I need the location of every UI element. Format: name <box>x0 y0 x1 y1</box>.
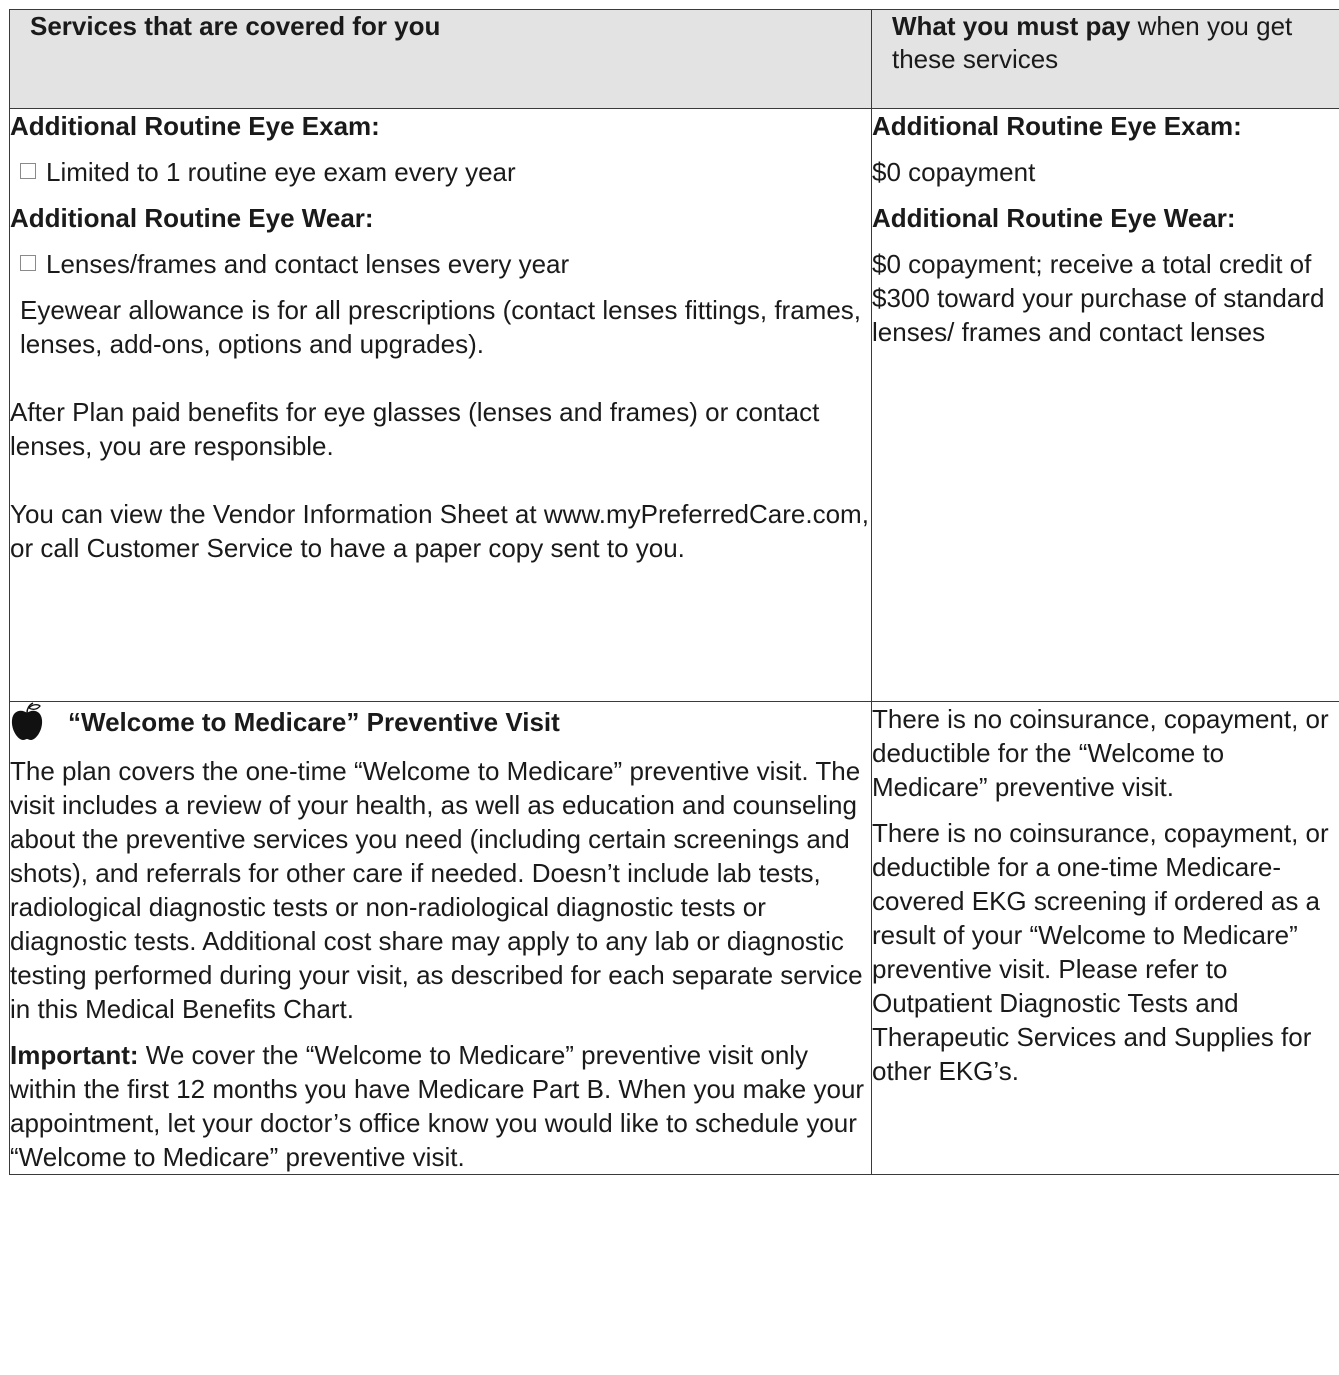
after-plan-text: After Plan paid benefits for eye glasses (lenses and frames) or contact lenses, you are responsible. <box>10 397 820 461</box>
header-pay-bold: What you must pay <box>892 11 1131 41</box>
header-services-covered <box>10 10 872 109</box>
checkbox-bullet-icon <box>20 163 36 179</box>
eye-services-cell <box>10 109 872 702</box>
welcome-title: “Welcome to Medicare” Preventive Visit <box>68 707 560 737</box>
table-header-row <box>10 10 1339 109</box>
eye-wear-item-text: Lenses/frames and contact lenses every year <box>46 249 570 279</box>
eye-exam-cost-heading: Additional Routine Eye Exam: <box>872 111 1242 141</box>
header-what-you-pay <box>872 10 1339 109</box>
apple-icon <box>10 702 44 742</box>
welcome-cost-cell <box>872 702 1339 1175</box>
important-label: Important: <box>10 1040 139 1070</box>
table-row-eye <box>10 109 1339 702</box>
header-pay-rest: when you get these services <box>892 11 1293 74</box>
welcome-services-cell <box>10 702 872 1175</box>
eye-wear-heading: Additional Routine Eye Wear: <box>10 203 374 233</box>
eye-wear-item <box>10 247 871 281</box>
eye-exam-item-text: Limited to 1 routine eye exam every year <box>46 157 516 187</box>
important-note <box>10 1038 871 1174</box>
welcome-cost-p2: There is no coinsurance, copayment, or deductible for a one-time Medicare-covered EKG screening if ordered as a result of your “Welcome to Medicare” preventive visit. Please refer to Outpatient Diagnostic Tests and Therapeutic Services and Supplies for other EKG’s. <box>872 818 1329 1086</box>
eye-cost-cell <box>872 109 1339 702</box>
table-row-welcome-medicare <box>10 702 1339 1175</box>
eye-wear-cost-heading: Additional Routine Eye Wear: <box>872 203 1236 233</box>
eye-wear-cost: $0 copayment; receive a total credit of $300 toward your purchase of standard lenses/ frames and contact lenses <box>872 249 1325 347</box>
important-text: We cover the “Welcome to Medicare” preventive visit only within the first 12 months you have Medicare Part B. When you make your appointment, let your doctor’s office know you would like to schedule your “Welcome to Medicare” preventive visit. <box>10 1040 865 1172</box>
eye-exam-item <box>10 155 871 189</box>
eyewear-allowance-text: Eyewear allowance is for all prescriptions (contact lenses fittings, frames, lenses, add-ons, options and upgrades). <box>20 295 862 359</box>
welcome-body: The plan covers the one-time “Welcome to Medicare” preventive visit. The visit includes a review of your health, as well as education and counseling about the preventive services you need (including certain screenings and shots), and referrals for other care if needed. Doesn’t include lab tests, radiological diagnostic tests or non-radiological diagnostic tests or diagnostic tests. Additional cost share may apply to any lab or diagnostic testing performed during your visit, as described for each separate service in this Medical Benefits Chart. <box>10 756 863 1024</box>
eye-exam-cost: $0 copayment <box>872 157 1036 187</box>
eye-exam-heading: Additional Routine Eye Exam: <box>10 111 380 141</box>
welcome-title-row <box>10 702 871 742</box>
benefits-table <box>9 9 1339 1175</box>
header-services-label: Services that are covered for you <box>30 11 441 41</box>
checkbox-bullet-icon <box>20 255 36 271</box>
welcome-cost-p1: There is no coinsurance, copayment, or deductible for the “Welcome to Medicare” preventive visit. <box>872 704 1329 802</box>
vendor-info-text: You can view the Vendor Information Sheet at www.myPreferredCare.com, or call Customer Service to have a paper copy sent to you. <box>10 499 869 563</box>
